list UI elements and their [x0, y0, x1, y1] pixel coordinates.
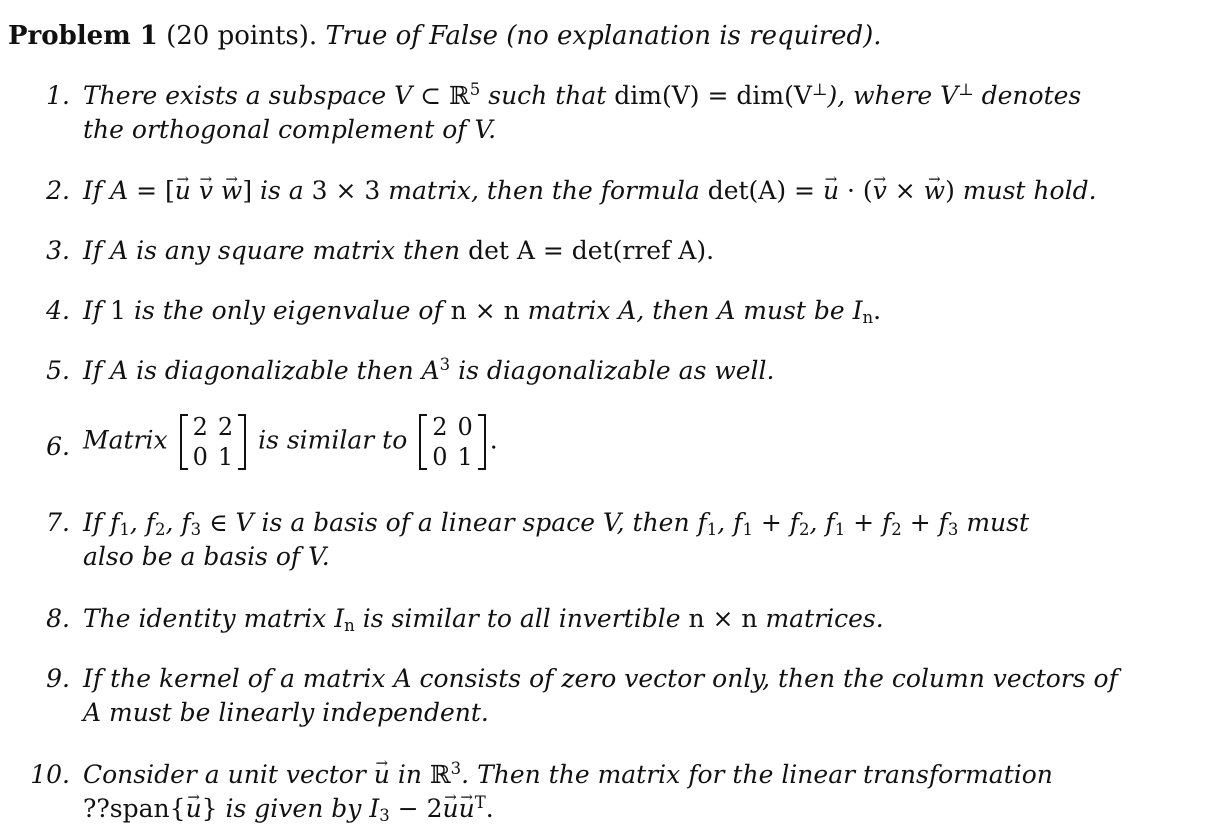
problem-title: Problem 1 [8, 21, 158, 51]
problem-header [8, 19, 882, 53]
item-text: Consider a unit vector → u in ℝ$^3$. Then the matrix for the linear transformation ??span{→ u} is given by $I_3 - 2\to u\to u^T$. [83, 758, 1053, 826]
item-number: 4. [46, 296, 70, 325]
vector-v: → v [199, 174, 213, 208]
vector-u: → u [175, 174, 191, 208]
item-text: If $f_1$, $f_2$, $f_3$ ∈ V is a basis of a linear space V, then $f_1$, $f_1 + f_2$, $f_1 + f_2 + f_3$ must also be a basis of V. [83, 508, 1030, 571]
item-number: 1. [46, 81, 70, 110]
item-number: 8. [46, 604, 70, 633]
item-number: 3. [46, 236, 70, 265]
matrix-2: 2 0 0 1 [419, 412, 486, 472]
item-number: 2. [46, 176, 70, 205]
item-number: 6. [46, 432, 70, 461]
item-text: If A is diagonalizable then $A^3$ is diagonalizable as well. [83, 354, 775, 385]
problem-instructions: True of False (no explanation is required). [325, 21, 882, 51]
problem-points: (20 points). [166, 21, 318, 51]
item-text: If A is any square matrix then det A = det(rref A). [83, 236, 715, 265]
item-text: If A = [→ u → v → w] is a 3 × 3 matrix, then the formula det(A) = → u · (→ v × → w) must hold. [83, 174, 1097, 208]
vector-w: → w [221, 174, 242, 208]
item-text: There exists a subspace V ⊂ ℝ$^5$ such that dim(V) = dim(V⊥), where V⊥ denotes the orthogonal complement of V. [83, 79, 1082, 144]
item-number: 9. [46, 664, 70, 693]
item-text: If the kernel of a matrix A consists of zero vector only, then the column vectors of A must be linearly independent. [83, 664, 1118, 727]
item-number: 7. [46, 508, 70, 537]
item-text: If 1 is the only eigenvalue of n × n matrix A, then A must be $I_n$. [83, 296, 882, 328]
item-number: 10. [30, 760, 70, 789]
item-text: Matrix 2 2 0 1 is similar to 2 0 0 1 . [83, 413, 498, 471]
matrix-1: 2 2 0 1 [180, 412, 247, 472]
item-text: The identity matrix $I_n$ is similar to all invertible n × n matrices. [83, 604, 884, 636]
item-number: 5. [46, 356, 70, 385]
